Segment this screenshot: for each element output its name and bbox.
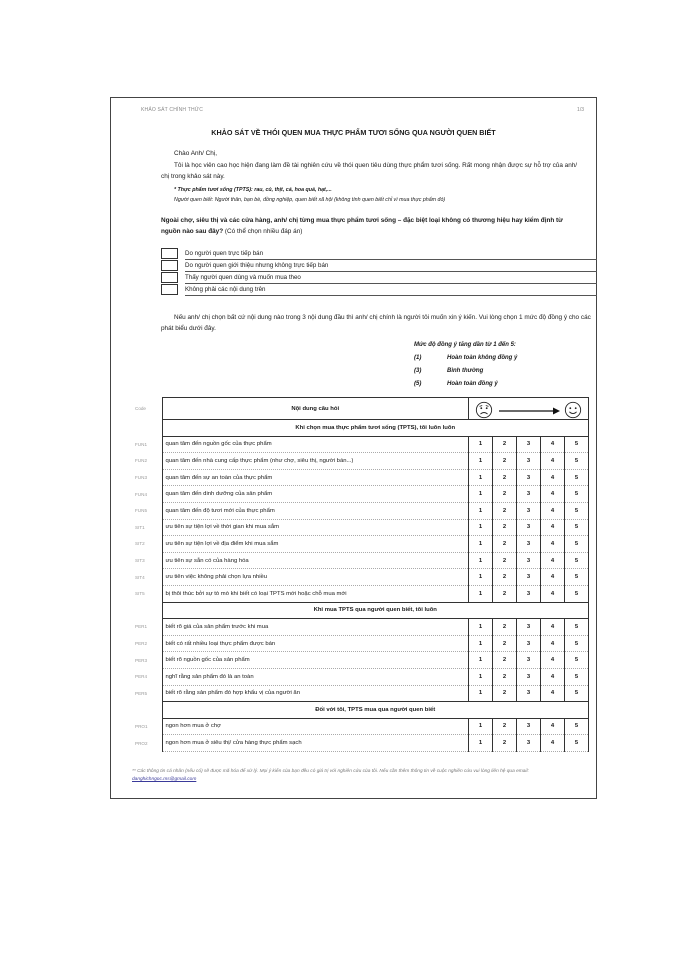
- rating-option-5[interactable]: 5: [564, 453, 588, 470]
- sad-face-icon: [475, 401, 493, 419]
- table-row: [132, 585, 589, 602]
- rating-option-4[interactable]: 4: [540, 685, 564, 702]
- row-code: FUN4: [135, 491, 147, 497]
- rating-option-3[interactable]: 3: [516, 436, 540, 453]
- rating-option-3[interactable]: 3: [516, 552, 540, 569]
- rating-option-4[interactable]: 4: [540, 536, 564, 553]
- section-title: Khi chọn mua thực phẩm tươi sống (TPTS), tôi luôn luôn: [162, 420, 589, 437]
- row-statement: ưu tiên sự sẵn có của hàng hóa: [162, 552, 468, 569]
- rating-option-1[interactable]: 1: [468, 652, 492, 669]
- table-row: [132, 519, 589, 536]
- rating-option-4[interactable]: 4: [540, 635, 564, 652]
- rating-option-4[interactable]: 4: [540, 718, 564, 735]
- option-label: Do người quen giới thiệu nhưng không trực tiếp bán: [185, 261, 597, 272]
- rating-option-4[interactable]: 4: [540, 585, 564, 602]
- rating-option-2[interactable]: 2: [492, 552, 516, 569]
- table-row: [132, 635, 589, 652]
- rating-option-5[interactable]: 5: [564, 502, 588, 519]
- row-code: PRO1: [135, 723, 148, 729]
- arrow-right-icon: [499, 407, 561, 415]
- rating-option-5[interactable]: 5: [564, 718, 588, 735]
- rating-option-4[interactable]: 4: [540, 453, 564, 470]
- page-title: KHẢO SÁT VỀ THÓI QUEN MUA THỰC PHẨM TƯƠI SỐNG QUA NGƯỜI QUEN BIẾT: [211, 128, 496, 137]
- row-code: PER5: [135, 690, 148, 696]
- rating-option-2[interactable]: 2: [492, 486, 516, 503]
- scale-level: [414, 365, 517, 378]
- rating-option-5[interactable]: 5: [564, 469, 588, 486]
- row-statement: quan tâm đến sự an toàn của thực phẩm: [162, 469, 468, 486]
- row-statement: ưu tiên sự tiện lợi về địa điểm khi mua sắm: [162, 536, 468, 553]
- row-code: SIT4: [135, 574, 145, 580]
- row-code: SIT3: [135, 558, 145, 564]
- rating-option-5[interactable]: 5: [564, 486, 588, 503]
- scale-level: [414, 378, 517, 391]
- rating-option-5[interactable]: 5: [564, 552, 588, 569]
- rating-option-1[interactable]: 1: [468, 536, 492, 553]
- table-row: [132, 735, 589, 752]
- table-row: [132, 569, 589, 586]
- row-statement: ngon hơn mua ở chợ: [162, 718, 468, 735]
- rating-option-5[interactable]: 5: [564, 619, 588, 636]
- rating-option-5[interactable]: 5: [564, 735, 588, 752]
- section-title: Khi mua TPTS qua người quen biết, tôi luôn: [162, 602, 589, 619]
- rating-option-4[interactable]: 4: [540, 735, 564, 752]
- row-statement: biết rõ giá của sản phẩm trước khi mua: [162, 619, 468, 636]
- option-checkbox[interactable]: [161, 260, 178, 271]
- rating-option-1[interactable]: 1: [468, 519, 492, 536]
- row-statement: nghĩ rằng sản phẩm đó là an toàn: [162, 668, 468, 685]
- happy-face-icon: [564, 401, 582, 419]
- rating-option-3[interactable]: 3: [516, 635, 540, 652]
- rating-option-2[interactable]: 2: [492, 619, 516, 636]
- row-statement: biết rõ nguồn gốc của sản phẩm: [162, 652, 468, 669]
- row-statement: biết rõ rằng sản phẩm đó hợp khẩu vị của người ăn: [162, 685, 468, 702]
- rating-option-3[interactable]: 3: [516, 519, 540, 536]
- rating-option-2[interactable]: 2: [492, 469, 516, 486]
- rating-option-2[interactable]: 2: [492, 668, 516, 685]
- table-row: [132, 502, 589, 519]
- rating-option-3[interactable]: 3: [516, 585, 540, 602]
- rating-option-3[interactable]: 3: [516, 619, 540, 636]
- agreement-scale: [414, 339, 517, 391]
- table-row: [132, 436, 589, 453]
- row-statement: quan tâm đến dinh dưỡng của sản phẩm: [162, 486, 468, 503]
- footer-note-text: ** Các thông tin cá nhân (nếu có) sẽ được mã hóa để xử lý. Mọi ý kiến của bạn đều có giá trị với nghiên cứu của tôi. Nếu cần thêm thông tin về cuộc nghiên cứu vui lòng liên hệ qua email:: [132, 769, 529, 774]
- rating-option-1[interactable]: 1: [468, 668, 492, 685]
- row-code: FUN2: [135, 458, 147, 464]
- rating-option-2[interactable]: 2: [492, 436, 516, 453]
- row-statement: ưu tiên sự tiện lợi về thời gian khi mua sắm: [162, 519, 468, 536]
- page-number: 1/3: [577, 107, 584, 113]
- rating-option-4[interactable]: 4: [540, 486, 564, 503]
- table-row: [132, 668, 589, 685]
- table-header-row: [132, 398, 589, 420]
- row-statement: biết có rất nhiều loại thực phẩm được bán: [162, 635, 468, 652]
- greeting: Chào Anh/ Chị,: [174, 150, 217, 157]
- option-list: [161, 248, 601, 296]
- row-code: SIT5: [135, 591, 145, 597]
- rating-option-2[interactable]: 2: [492, 685, 516, 702]
- section-row: [132, 602, 589, 619]
- scale-icons: [468, 398, 588, 420]
- rating-option-3[interactable]: 3: [516, 469, 540, 486]
- row-statement: ưu tiên việc không phải chọn lựa nhiều: [162, 569, 468, 586]
- rating-option-3[interactable]: 3: [516, 569, 540, 586]
- option-label: Do người quen trực tiếp bán: [185, 249, 597, 260]
- rating-option-1[interactable]: 1: [468, 685, 492, 702]
- rating-option-2[interactable]: 2: [492, 536, 516, 553]
- question-text: Ngoài chợ, siêu thị và các cửa hàng, anh/ chị từng mua thực phẩm tươi sống – đặc biệt loại không có thương hiệu hay kiểm định từ nguồn nào sau đây?: [161, 217, 563, 235]
- table-row: [132, 486, 589, 503]
- rating-option-5[interactable]: 5: [564, 652, 588, 669]
- rating-option-5[interactable]: 5: [564, 536, 588, 553]
- section-code-cell: [132, 702, 162, 719]
- rating-option-5[interactable]: 5: [564, 436, 588, 453]
- rating-option-4[interactable]: 4: [540, 652, 564, 669]
- rating-option-5[interactable]: 5: [564, 519, 588, 536]
- rating-option-5[interactable]: 5: [564, 668, 588, 685]
- rating-option-2[interactable]: 2: [492, 453, 516, 470]
- table-row: [132, 453, 589, 470]
- section-code-cell: [132, 420, 162, 437]
- scale-level-num: (5): [414, 381, 422, 387]
- question: [161, 215, 581, 237]
- survey-page: [110, 97, 597, 799]
- rating-option-2[interactable]: 2: [492, 635, 516, 652]
- row-code: PRO2: [135, 740, 148, 746]
- rating-option-1[interactable]: 1: [468, 619, 492, 636]
- table-row: [132, 718, 589, 735]
- row-code: PER1: [135, 624, 148, 630]
- definition-tpts-text: * Thực phẩm tươi sống (TPTS): rau, củ, thịt, cá, hoa quả, hạt,...: [174, 187, 332, 193]
- rating-option-5[interactable]: 5: [564, 635, 588, 652]
- row-statement: quan tâm đến nguồn gốc của thực phẩm: [162, 436, 468, 453]
- rating-option-3[interactable]: 3: [516, 453, 540, 470]
- option-checkbox[interactable]: [161, 284, 178, 295]
- section-row: [132, 702, 589, 719]
- rating-option-3[interactable]: 3: [516, 502, 540, 519]
- rating-option-3[interactable]: 3: [516, 685, 540, 702]
- row-statement: quan tâm đến nhà cung cấp thực phẩm (như chợ, siêu thị, người bán...): [162, 453, 468, 470]
- option-item[interactable]: [161, 248, 601, 260]
- rating-option-5[interactable]: 5: [564, 569, 588, 586]
- scale-title: Mức độ đồng ý tăng dần từ 1 đến 5:: [414, 342, 516, 348]
- definition-nqb: Người quen biết: Người thân, bạn bè, đồng nghiệp, quen biết xã hội (không tính quen biết chỉ vì mua thực phẩm đó): [174, 197, 446, 203]
- scale-level: [414, 352, 517, 365]
- scale-level-label: Hoàn toàn đồng ý: [447, 381, 498, 387]
- rating-table: [132, 397, 589, 752]
- table-row: [132, 619, 589, 636]
- rating-option-2[interactable]: 2: [492, 735, 516, 752]
- rating-option-1[interactable]: 1: [468, 436, 492, 453]
- rating-option-3[interactable]: 3: [516, 718, 540, 735]
- row-code: SIT1: [135, 524, 145, 530]
- rating-option-4[interactable]: 4: [540, 436, 564, 453]
- rating-option-2[interactable]: 2: [492, 652, 516, 669]
- content-header: Nội dung câu hỏi: [162, 398, 468, 420]
- scale-level-label: Hoàn toàn không đồng ý: [447, 355, 518, 361]
- rating-option-5[interactable]: 5: [564, 685, 588, 702]
- rating-option-5[interactable]: 5: [564, 585, 588, 602]
- intro-text: Tôi là học viên cao học hiện đang làm đề tài nghiên cứu về thói quen tiêu dùng thực phẩm tươi sống. Rất mong nhận được sự hỗ trợ của anh/ chị trong khảo sát này.: [161, 162, 578, 180]
- rating-option-4[interactable]: 4: [540, 668, 564, 685]
- option-item[interactable]: [161, 272, 601, 284]
- row-statement: quan tâm đến độ tươi mới của thực phẩm: [162, 502, 468, 519]
- rating-option-4[interactable]: 4: [540, 469, 564, 486]
- header-left: KHẢO SÁT CHÍNH THỨC: [141, 107, 204, 113]
- rating-option-2[interactable]: 2: [492, 519, 516, 536]
- row-code: PER3: [135, 657, 148, 663]
- row-code: PER2: [135, 641, 148, 647]
- rating-option-3[interactable]: 3: [516, 668, 540, 685]
- row-code: FUN3: [135, 475, 147, 481]
- rating-option-4[interactable]: 4: [540, 569, 564, 586]
- question-note: (Có thể chọn nhiều đáp án): [224, 228, 303, 235]
- rating-option-1[interactable]: 1: [468, 486, 492, 503]
- row-statement: ngon hơn mua ở siêu thị/ cửa hàng thực phẩm sạch: [162, 735, 468, 752]
- rating-option-4[interactable]: 4: [540, 519, 564, 536]
- scale-level-num: (3): [414, 368, 422, 374]
- rating-option-3[interactable]: 3: [516, 735, 540, 752]
- rating-option-4[interactable]: 4: [540, 502, 564, 519]
- table-row: [132, 552, 589, 569]
- option-item[interactable]: [161, 260, 601, 272]
- option-checkbox[interactable]: [161, 272, 178, 283]
- row-code: FUN1: [135, 441, 147, 447]
- footer-note: [132, 768, 582, 784]
- table-row: [132, 469, 589, 486]
- section-code-cell: [132, 602, 162, 619]
- rating-option-1[interactable]: 1: [468, 735, 492, 752]
- table-row: [132, 685, 589, 702]
- row-code: FUN5: [135, 508, 147, 514]
- section-row: [132, 420, 589, 437]
- option-checkbox[interactable]: [161, 248, 178, 259]
- scale-level-label: Bình thường: [447, 368, 484, 374]
- option-label: Thấy người quen dùng và muốn mua theo: [185, 273, 597, 284]
- rating-option-1[interactable]: 1: [468, 469, 492, 486]
- option-item[interactable]: [161, 284, 601, 296]
- rating-option-4[interactable]: 4: [540, 552, 564, 569]
- rating-option-2[interactable]: 2: [492, 718, 516, 735]
- rating-option-3[interactable]: 3: [516, 486, 540, 503]
- definition-tpts: [174, 186, 332, 195]
- rating-option-1[interactable]: 1: [468, 453, 492, 470]
- rating-option-4[interactable]: 4: [540, 619, 564, 636]
- table-row: [132, 652, 589, 669]
- rating-option-1[interactable]: 1: [468, 569, 492, 586]
- rating-option-3[interactable]: 3: [516, 536, 540, 553]
- rating-option-2[interactable]: 2: [492, 585, 516, 602]
- rating-option-1[interactable]: 1: [468, 552, 492, 569]
- contact-email-link[interactable]: danghichngoc.ms@gmail.com: [132, 777, 197, 782]
- rating-option-3[interactable]: 3: [516, 652, 540, 669]
- rating-option-2[interactable]: 2: [492, 569, 516, 586]
- instruction-text: Nếu anh/ chị chọn bất cứ nội dung nào trong 3 nội dung đầu thì anh/ chị chính là người tôi muốn xin ý kiến. Vui lòng chọn 1 mức độ đồng ý cho các phát biểu dưới đây.: [161, 314, 591, 332]
- option-label: Không phải các nội dung trên: [185, 285, 597, 296]
- rating-option-1[interactable]: 1: [468, 635, 492, 652]
- row-code: SIT2: [135, 541, 145, 547]
- table-row: [132, 536, 589, 553]
- row-code: PER4: [135, 674, 148, 680]
- scale-level-num: (1): [414, 355, 422, 361]
- rating-option-1[interactable]: 1: [468, 502, 492, 519]
- rating-option-2[interactable]: 2: [492, 502, 516, 519]
- rating-option-1[interactable]: 1: [468, 718, 492, 735]
- section-title: Đối với tôi, TPTS mua qua người quen biết: [162, 702, 589, 719]
- rating-option-1[interactable]: 1: [468, 585, 492, 602]
- code-header: Code: [135, 406, 146, 411]
- row-statement: bị thôi thúc bởi sự tò mò khi biết có loại TPTS mới hoặc chỗ mua mới: [162, 585, 468, 602]
